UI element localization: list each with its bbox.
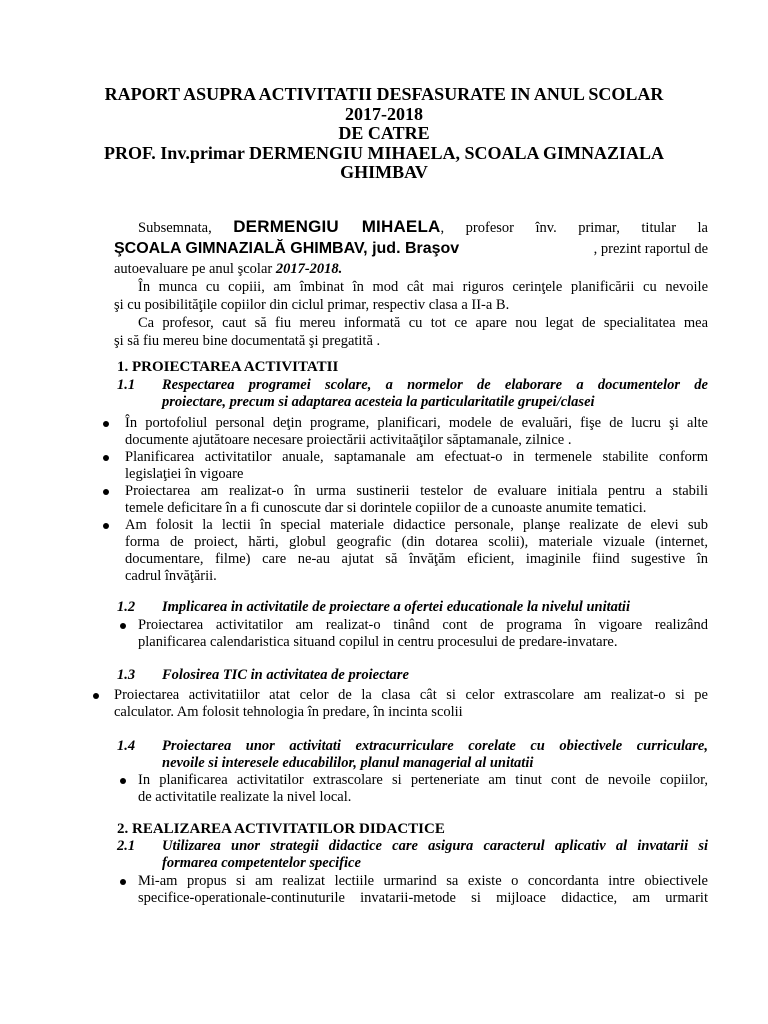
intro-prezint: , prezint raportul de: [593, 241, 708, 257]
title-line-3: DE CATRE: [338, 123, 430, 143]
list-item-line: documente ajutătoare necesare proiectării activitaăţilor săptamanale, zilnice .: [125, 432, 572, 448]
intro-line-2: [114, 239, 708, 259]
school-year: 2017-2018.: [275, 261, 343, 277]
list-item-line: planificarea calendaristica situand copilul in centru procesului de predare-invatare.: [138, 634, 618, 650]
list-item-line: legislaţiei în vigoare: [125, 466, 244, 482]
bullet-icon: [103, 489, 109, 495]
intro-autoevaluare: autoevaluare pe anul şcolar: [114, 261, 273, 277]
subsection-2-1-title-line-2: formarea competentelor specifice: [162, 855, 361, 871]
title-line-4: PROF. Inv.primar DERMENGIU MIHAELA, SCOALA GIMNAZIALA: [103, 142, 665, 163]
section-2-heading: 2. REALIZAREA ACTIVITATILOR DIDACTICE: [117, 821, 445, 837]
list-item-line: Proiectarea activitatiilor atat celor de la clasa cât si celor extrascolare am realizat-o si pe: [114, 687, 708, 703]
section-1-heading: 1. PROIECTAREA ACTIVITATII: [117, 359, 339, 375]
subsection-1-1-number: 1.1: [117, 377, 136, 393]
bullet-icon: [103, 455, 109, 461]
list-item-line: Proiectarea am realizat-o în urma sustinerii testelor de evaluare initiala pentru a stabili: [125, 483, 708, 499]
list-item-line: Am folosit la lectii în special materiale didactice personale, planşe realizate de elevi sub: [125, 517, 708, 533]
report-title: [60, 85, 708, 183]
intro-line-3: [114, 259, 708, 279]
title-line-2: 2017-2018: [345, 103, 423, 124]
subsection-1-1-title-line-1: Respectarea programei scolare, a normelor de elaborare a documentelor de: [162, 377, 708, 393]
intro-subsemnata: Subsemnata,: [138, 220, 212, 236]
subsection-1-3-title: Folosirea TIC in activitatea de proiectare: [162, 667, 409, 683]
list-item-line: de activitatile realizate la nivel local.: [138, 789, 352, 805]
list-item-line: specifice-operationale-continuturile invatarii-metode si mijloace didactice, am urmarit: [138, 890, 708, 906]
subsection-1-4-title-line-2: nevoile si interesele educabililor, planul managerial al unitatii: [162, 755, 534, 771]
intro-p3-line-2: şi să fiu mereu bine documentată şi pregatită .: [114, 333, 381, 349]
list-item-line: Proiectarea activitatilor am realizat-o tinând cont de programa în vigoare realizând: [138, 617, 708, 633]
bullet-icon: [103, 523, 109, 529]
list-item-line: cadrul învăţării.: [125, 568, 217, 584]
list-item-line: documentare, filme) care ne-au ajutat să învăţăm eficient, imaginile fiind sugestive în: [125, 551, 708, 567]
list-item-line: Planificarea activitatilor anuale, saptamanale am efectuat-o in termenele stabilite conform: [125, 449, 708, 465]
subsection-2-1-title-line-1: Utilizarea unor strategii didactice care asigura caracterul aplicativ al invatarii si: [162, 838, 708, 854]
subsection-1-3-number: 1.3: [117, 667, 136, 683]
subsection-1-4-number: 1.4: [117, 738, 136, 754]
bullet-icon: [93, 693, 99, 699]
list-item-line: forma de proiect, hărti, globul geografic (din dotarea scolii), materiale vizuale (internet,: [125, 534, 708, 550]
author-name: DERMENGIU MIHAELA: [233, 217, 441, 236]
list-item-line: In planificarea activitatilor extrascolare si perteneriate am tinut cont de nevoile copiilor,: [138, 772, 708, 788]
list-item-line: temele deficitare în a fi cunoscute dar si dorintele copiilor de a cunoaste anumite tematici.: [125, 500, 647, 516]
intro-p2-line-2: şi cu posibilităţile copiilor din ciclul primar, respectiv clasa a II-a B.: [114, 297, 510, 313]
intro-role: , profesor înv. primar, titular la: [440, 220, 708, 236]
list-item-line: calculator. Am folosit tehnologia în predare, în incinta scolii: [114, 704, 463, 720]
bullet-icon: [120, 623, 126, 629]
intro-line-1: [114, 217, 708, 238]
school-name: ŞCOALA GIMNAZIALĂ GHIMBAV, jud. Braşov: [114, 240, 460, 257]
title-line-5: GHIMBAV: [340, 162, 428, 182]
subsection-1-1-title-line-2: proiectare, precum si adaptarea acesteia la particularitatile grupei/clasei: [162, 394, 595, 410]
intro-p2-line-1: În munca cu copiii, am îmbinat în mod cât mai riguros cerinţele planificării cu nevoile: [138, 279, 708, 295]
list-item-line: În portofoliul personal deţin programe, planificari, modele de evaluări, fişe de lucru şi alte: [125, 415, 708, 431]
intro-p3-line-1: Ca profesor, caut să fiu mereu informată cu tot ce apare nou legat de specialitatea mea: [138, 315, 708, 331]
bullet-icon: [120, 879, 126, 885]
bullet-icon: [103, 421, 109, 427]
subsection-2-1-number: 2.1: [117, 838, 136, 854]
subsection-1-4-title-line-1: Proiectarea unor activitati extracurriculare corelate cu obiectivele curriculare,: [162, 738, 708, 754]
list-item-line: Mi-am propus si am realizat lectiile urmarind sa existe o concordanta intre obiectivele: [138, 873, 708, 889]
bullet-icon: [120, 778, 126, 784]
subsection-1-2-title: Implicarea in activitatile de proiectare a ofertei educationale la nivelul unitatii: [162, 599, 630, 615]
title-line-1: RAPORT ASUPRA ACTIVITATII DESFASURATE IN ANUL SCOLAR: [104, 84, 664, 104]
subsection-1-2-number: 1.2: [117, 599, 136, 615]
